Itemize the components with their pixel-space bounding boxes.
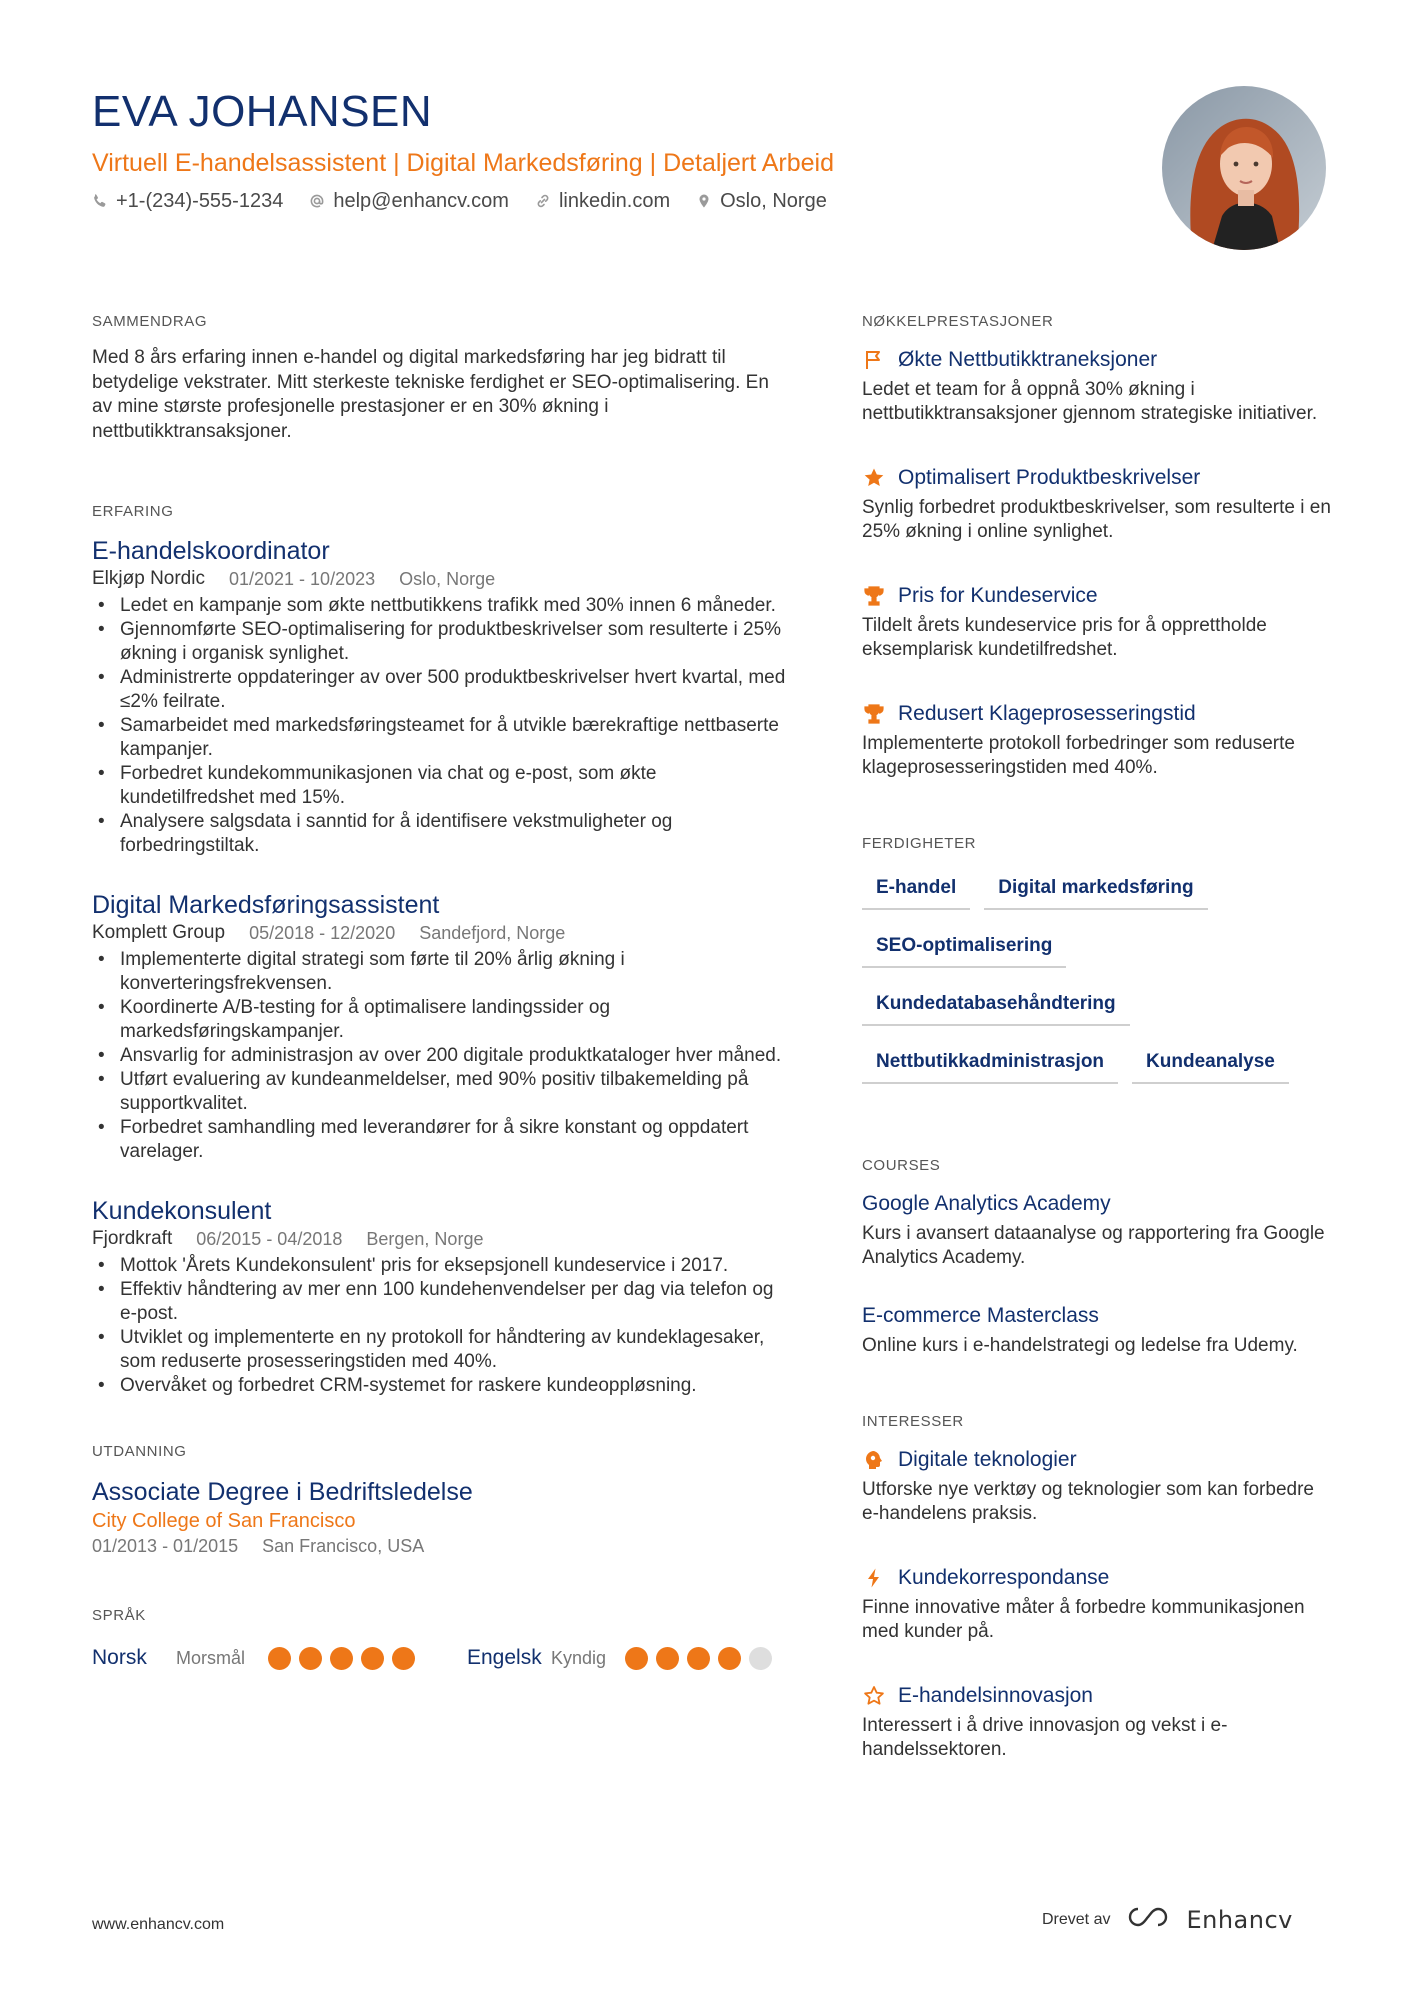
interest-item <box>862 1682 1332 1762</box>
candidate-tagline: Virtuell E-handelsassistent | Digital Markedsføring | Detaljert Arbeid <box>92 149 835 177</box>
job-bullet: • Mottok 'Årets Kundekonsulent' pris for eksepsjonell kundeservice i 2017. <box>92 1254 792 1278</box>
language-level: Kyndig <box>551 1647 607 1668</box>
trophy-icon <box>862 584 886 608</box>
contact-phone[interactable] <box>92 188 283 214</box>
location-icon <box>696 193 712 209</box>
job-bullet: • Analysere salgsdata i sanntid for å identifisere vekstmuligheter og forbedringstiltak. <box>92 810 792 858</box>
courses-heading: COURSES <box>862 1157 941 1174</box>
education-location: San Francisco, USA <box>262 1536 425 1556</box>
job-bullet: • Administrerte oppdateringer av over 500 produktbeskrivelser hvert kvartal, med ≤2% feilrate. <box>92 666 792 714</box>
languages-heading: SPRÅK <box>92 1607 146 1624</box>
rating-dot-filled <box>687 1647 710 1670</box>
job-entry <box>92 536 792 858</box>
job-meta <box>92 566 792 592</box>
job-meta <box>92 1226 792 1252</box>
language-item <box>92 1646 415 1670</box>
languages-section <box>92 1606 792 1670</box>
enhancv-logo-icon <box>1124 1905 1172 1934</box>
education-heading: UTDANNING <box>92 1443 187 1460</box>
course-title: Google Analytics Academy <box>862 1192 1111 1215</box>
skill-tag: Nettbutikkadministrasjon <box>862 1044 1118 1084</box>
skill-tag: E-handel <box>862 870 970 910</box>
achievements-section <box>862 312 1332 780</box>
summary-heading: SAMMENDRAG <box>92 313 208 330</box>
job-bullet: • Forbedret kundekommunikasjonen via chat og e-post, som økte kundetilfredshet med 15%. <box>92 762 792 810</box>
job-bullet: • Implementerte digital strategi som førte til 20% årlig økning i konverteringsfrekvensen. <box>92 948 792 996</box>
resume-header <box>92 86 1092 214</box>
job-bullet: • Utviklet og implementerte en ny protokoll for håndtering av kundeklagesaker, som reduserte prosesseringstiden med 40%. <box>92 1326 792 1374</box>
summary-section <box>92 312 792 444</box>
trophy-icon <box>862 702 886 726</box>
rating-dot-filled <box>625 1647 648 1670</box>
language-list <box>92 1646 792 1670</box>
achievement-text: Ledet et team for å oppnå 30% økning i nettbutikktransaksjoner gjennom strategiske initiativer. <box>862 379 1318 424</box>
job-bullets <box>92 594 792 858</box>
job-dates: 01/2021 - 10/2023 <box>228 569 376 589</box>
interest-text: Interessert i å drive innovasjon og vekst i e-handelssektoren. <box>862 1715 1228 1760</box>
brand-name: Enhancv <box>1186 1905 1293 1934</box>
courses-section <box>862 1156 1332 1358</box>
job-bullet: • Ansvarlig for administrasjon av over 200 digitale produktkataloger hver måned. <box>92 1044 792 1068</box>
language-level: Morsmål <box>176 1647 246 1668</box>
brain-icon <box>862 1448 886 1472</box>
profile-photo <box>1162 86 1326 250</box>
rating-dot-filled <box>330 1647 353 1670</box>
course-item <box>862 1190 1332 1270</box>
achievement-text: Synlig forbedret produktbeskrivelser, som resulterte i en 25% økning i online synlighet. <box>862 497 1331 542</box>
job-location: Sandefjord, Norge <box>419 923 566 943</box>
contact-email[interactable] <box>309 188 509 214</box>
achievement-title: Redusert Klageprosesseringstid <box>898 702 1196 725</box>
job-title: Digital Markedsføringsassistent <box>92 891 440 919</box>
experience-section <box>92 502 792 1398</box>
job-bullet: • Koordinerte A/B-testing for å optimalisere landingssider og markedsføringskampanjer. <box>92 996 792 1044</box>
achievement-title: Pris for Kundeservice <box>898 584 1098 607</box>
job-title: Kundekonsulent <box>92 1197 272 1225</box>
achievement-text: Implementerte protokoll forbedringer som reduserte klageprosesseringstiden med 40%. <box>862 733 1295 778</box>
achievement-title: Optimalisert Produktbeskrivelser <box>898 466 1201 489</box>
job-bullet: • Samarbeidet med markedsføringsteamet for å utvikle bærekraftige nettbaserte kampanjer. <box>92 714 792 762</box>
rating-dot-filled <box>268 1647 291 1670</box>
job-title: E-handelskoordinator <box>92 537 330 565</box>
achievement-title: Økte Nettbutikktraneksjoner <box>898 348 1158 371</box>
course-title: E-commerce Masterclass <box>862 1304 1099 1327</box>
interest-text: Utforske nye verktøy og teknologier som kan forbedre e-handelens praksis. <box>862 1479 1314 1524</box>
education-dates: 01/2013 - 01/2015 <box>92 1536 239 1556</box>
language-name: Norsk <box>92 1646 147 1669</box>
skill-tag: Kundedatabasehåndtering <box>862 986 1130 1026</box>
rating-dot-filled <box>656 1647 679 1670</box>
lightning-icon <box>862 1566 886 1590</box>
language-rating <box>625 1647 772 1670</box>
job-bullet: • Effektiv håndtering av mer enn 100 kundehenvendelser per dag via telefon og e-post. <box>92 1278 792 1326</box>
skill-tag: Kundeanalyse <box>1132 1044 1289 1084</box>
skill-list <box>862 870 1332 1084</box>
achievements-heading: NØKKELPRESTASJONER <box>862 313 1054 330</box>
course-text: Online kurs i e-handelstrategi og ledelse fra Udemy. <box>862 1335 1298 1356</box>
job-bullet: • Overvåket og forbedret CRM-systemet for raskere kundeoppløsning. <box>92 1374 792 1398</box>
education-school: City College of San Francisco <box>92 1510 356 1532</box>
rating-dot-filled <box>361 1647 384 1670</box>
star-outline-icon <box>862 1684 886 1708</box>
skills-heading: FERDIGHETER <box>862 835 977 852</box>
job-meta <box>92 920 792 946</box>
education-degree: Associate Degree i Bedriftsledelse <box>92 1478 473 1506</box>
phone-icon <box>92 193 108 209</box>
skill-tag: SEO-optimalisering <box>862 928 1066 968</box>
job-entry <box>92 1196 792 1398</box>
interest-text: Finne innovative måter å forbedre kommunikasjonen med kunder på. <box>862 1597 1305 1642</box>
footer-branding <box>1042 1905 1293 1934</box>
achievement-item <box>862 464 1332 544</box>
achievement-item <box>862 700 1332 780</box>
summary-text: Med 8 års erfaring innen e-handel og digital markedsføring har jeg bidratt til betydelige vekstrater. Mitt sterkeste tekniske ferdighet er SEO-optimalisering. En av mine største profesjonelle prestasjoner er en 30% økning i nettbutikktransaksjoner. <box>92 347 769 442</box>
job-entry <box>92 890 792 1164</box>
job-bullet: • Forbedret samhandling med leverandører for å sikre konstant og oppdatert varelager. <box>92 1116 792 1164</box>
interests-heading: INTERESSER <box>862 1413 964 1430</box>
job-dates: 05/2018 - 12/2020 <box>249 923 396 943</box>
at-icon <box>309 193 325 209</box>
interest-title: Kundekorrespondanse <box>898 1566 1110 1589</box>
language-name: Engelsk <box>467 1646 542 1669</box>
language-item <box>467 1646 772 1670</box>
contact-linkedin[interactable] <box>535 188 670 214</box>
job-bullet: • Gjennomførte SEO-optimalisering for produktbeskrivelser som resulterte i 25% økning i organisk synlighet. <box>92 618 792 666</box>
left-column <box>92 312 792 1718</box>
job-bullets <box>92 1254 792 1398</box>
right-column <box>862 312 1332 1810</box>
education-section <box>92 1442 792 1558</box>
achievement-item <box>862 582 1332 662</box>
job-location: Oslo, Norge <box>399 569 496 589</box>
email-text: help@enhancv.com <box>333 190 509 212</box>
course-item <box>862 1302 1332 1358</box>
contact-location <box>696 188 827 214</box>
candidate-name: EVA JOHANSEN <box>92 87 433 136</box>
rating-dot-filled <box>718 1647 741 1670</box>
phone-text: +1-(234)-555-1234 <box>116 190 284 212</box>
link-icon <box>535 193 551 209</box>
powered-by-text: Drevet av <box>1042 1910 1111 1928</box>
job-bullets <box>92 948 792 1164</box>
rating-dot-empty <box>749 1647 772 1670</box>
star-icon <box>862 466 886 490</box>
achievement-text: Tildelt årets kundeservice pris for å opprettholde eksemplarisk kundetilfredshet. <box>862 615 1267 660</box>
location-text: Oslo, Norge <box>720 190 827 212</box>
interest-item <box>862 1564 1332 1644</box>
rating-dot-filled <box>299 1647 322 1670</box>
experience-heading: ERFARING <box>92 503 174 520</box>
achievement-item <box>862 346 1332 426</box>
contact-row <box>92 188 1092 214</box>
job-company: Elkjøp Nordic <box>92 568 205 589</box>
job-bullet: • Ledet en kampanje som økte nettbutikkens trafikk med 30% innen 6 måneder. <box>92 594 792 618</box>
interest-title: E-handelsinnovasjon <box>898 1684 1093 1707</box>
job-bullet: • Utført evaluering av kundeanmeldelser, med 90% positiv tilbakemelding på supportkvalitet. <box>92 1068 792 1116</box>
job-location: Bergen, Norge <box>366 1229 484 1249</box>
linkedin-text: linkedin.com <box>558 190 671 212</box>
job-company: Fjordkraft <box>92 1228 173 1249</box>
course-text: Kurs i avansert dataanalyse og rapportering fra Google Analytics Academy. <box>862 1223 1325 1268</box>
skills-section <box>862 834 1332 1084</box>
job-company: Komplett Group <box>92 922 226 943</box>
job-dates: 06/2015 - 04/2018 <box>196 1229 343 1249</box>
education-meta <box>92 1534 792 1558</box>
rating-dot-filled <box>392 1647 415 1670</box>
interest-item <box>862 1446 1332 1526</box>
interest-title: Digitale teknologier <box>898 1448 1077 1471</box>
footer-website[interactable]: www.enhancv.com <box>92 1916 225 1933</box>
language-rating <box>268 1647 415 1670</box>
flag-icon <box>862 348 886 372</box>
interests-section <box>862 1412 1332 1762</box>
skill-tag: Digital markedsføring <box>984 870 1207 910</box>
